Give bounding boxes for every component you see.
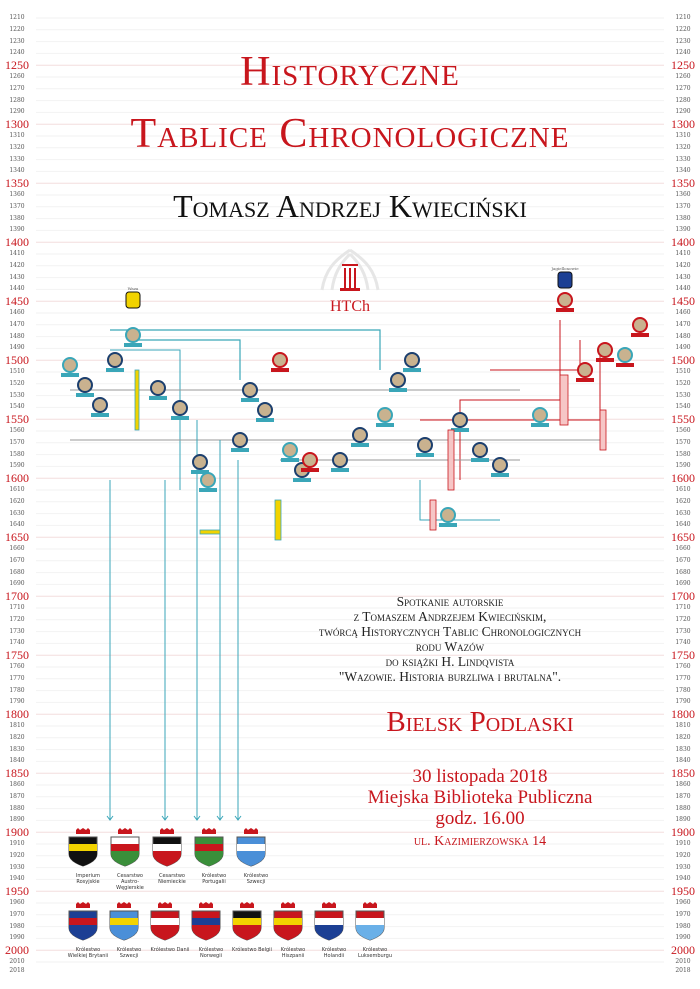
year-tick: 1410 [9,250,25,257]
portrait-icon [441,508,455,522]
reign-bar [200,530,220,534]
year-tick: 1290 [9,108,25,116]
year-tick: 1520 [9,379,25,387]
jagiellon-shield-icon [558,272,572,288]
year-tick: 1380 [675,214,691,222]
year-tick: 1630 [675,509,691,517]
year-tick: 1390 [9,226,25,234]
year-tick: 1690 [675,580,691,588]
event-venue: Miejska Biblioteka Publiczna [367,787,593,808]
portrait-icon [453,413,467,427]
year-tick: 1640 [675,521,691,529]
year-tick: 1570 [675,438,691,446]
year-tick: 1620 [9,497,25,505]
coat-of-arms-icon [150,828,194,885]
year-tick: 1730 [9,627,25,635]
year-tick: 1830 [9,745,25,753]
portrait-label-bar [616,363,634,367]
year-tick: 1680 [9,568,25,576]
portrait-label-bar [631,333,649,337]
year-tick: 1550 [5,412,29,427]
year-tick: 1680 [675,568,691,576]
year-tick: 2010 [675,958,691,965]
year-tick: 1470 [9,320,25,328]
portrait-label-bar [351,443,369,447]
year-tick: 1850 [671,766,695,781]
year-tick: 1750 [671,648,695,663]
meeting-line: z Tomaszem Andrzejem Kwiecińskim, [353,609,547,624]
coat-of-arms-caption: Królestwo Szwecji [116,947,142,959]
genealogy-tree [40,266,660,600]
reign-bar [600,410,606,450]
year-tick: 1980 [9,922,25,930]
year-tick: 1590 [9,462,25,470]
year-tick: 1970 [675,910,691,918]
year-tick: 1370 [675,202,691,210]
portrait-icon [63,358,77,372]
year-tick: 1220 [9,25,25,33]
portrait-icon [618,348,632,362]
year-tick: 1590 [675,462,691,470]
year-tick: 1510 [9,368,25,375]
coat-of-arms-caption: Królestwo Wielkiej Brytanii [67,947,109,959]
year-tick: 1310 [675,132,691,139]
coat-of-arms-caption: Królestwo Luksemburgu [358,947,392,959]
portrait-icon [633,318,647,332]
portrait-icon [558,293,572,307]
portrait-label-bar [389,388,407,392]
year-tick: 1480 [9,332,25,340]
portrait-label-bar [491,473,509,477]
year-tick: 1210 [9,14,25,21]
year-tick: 1890 [9,816,25,824]
year-tick: 1310 [9,132,25,139]
portrait-label-bar [256,418,274,422]
year-tick: 1580 [675,450,691,458]
year-tick: 1990 [9,934,25,942]
year-tick: 1610 [675,486,691,493]
year-tick: 1780 [675,686,691,694]
coat-of-arms-icon [230,902,274,953]
year-tick: 1400 [5,235,29,250]
year-tick: 1810 [675,722,691,729]
year-tick: 1730 [675,627,691,635]
year-tick: 1250 [671,58,695,73]
year-tick: 1760 [9,663,25,670]
year-tick: 1880 [9,804,25,812]
year-tick: 1560 [9,427,25,434]
portrait-icon [533,408,547,422]
event-time: godz. 16.00 [435,808,525,829]
portrait-label-bar [376,423,394,427]
year-tick: 1720 [9,615,25,623]
year-tick: 1610 [9,486,25,493]
portrait-icon [378,408,392,422]
year-tick: 1950 [671,884,695,899]
year-tick: 1910 [675,840,691,847]
portrait-label-bar [124,343,142,347]
event-details [280,766,680,829]
year-tick: 1260 [9,73,25,80]
portrait-label-bar [199,488,217,492]
portrait-icon [353,428,367,442]
portrait-label-bar [576,378,594,382]
year-tick: 1500 [671,353,695,368]
meeting-line: rodu Wazów [415,639,485,654]
coat-of-arms-icon [66,828,110,885]
year-tick: 1350 [671,176,695,191]
year-tick: 1330 [9,155,25,163]
author-name: Tomasz Andrzej Kwieciński [173,188,527,224]
year-tick: 1650 [671,530,695,545]
coat-of-arms-icon [66,902,110,959]
portrait-label-bar [271,368,289,372]
year-tick: 1450 [5,294,29,309]
year-tick: 1270 [9,84,25,92]
year-tick: 1450 [671,294,695,309]
portrait-icon [578,363,592,377]
year-tick: 1530 [675,391,691,399]
year-tick: 1420 [675,261,691,269]
year-tick: 1650 [5,530,29,545]
portrait-label-bar [403,368,421,372]
year-tick: 1480 [675,332,691,340]
coat-of-arms-caption: Cesarstwo Niemieckie [158,873,186,885]
portrait-icon [273,353,287,367]
reign-bar [448,430,454,490]
year-tick: 1790 [675,698,691,706]
meeting-info [250,594,650,684]
year-tick: 1760 [675,663,691,670]
year-tick: 1360 [9,191,25,198]
year-tick: 1210 [675,14,691,21]
portrait-icon [303,453,317,467]
year-tick: 1540 [9,403,25,411]
year-tick: 1550 [671,412,695,427]
year-tick: 1370 [9,202,25,210]
coat-of-arms-icon [234,828,278,885]
reign-bar [430,500,436,530]
year-tick: 1460 [675,309,691,316]
year-tick: 1870 [675,792,691,800]
meeting-line: "Wazowie. Historia burzliwa i brutalna". [338,669,562,684]
portrait-icon [108,353,122,367]
year-tick: 1660 [675,545,691,552]
portrait-icon [126,328,140,342]
portrait-label-bar [76,393,94,397]
year-tick: 2000 [671,943,695,958]
year-tick: 1380 [9,214,25,222]
year-tick: 1620 [675,497,691,505]
coat-of-arms-caption: Królestwo Norwegii [198,947,224,959]
coat-of-arms-icon [107,902,151,959]
portrait-label-bar [556,308,574,312]
year-tick: 1330 [675,155,691,163]
portrait-icon [233,433,247,447]
coat-of-arms-caption: Królestwo Portugalii [201,873,227,885]
portrait-label-bar [149,396,167,400]
portrait-icon [333,453,347,467]
title-line-1: Historyczne [240,49,460,95]
year-tick: 1230 [675,37,691,45]
portrait-icon [493,458,507,472]
coat-of-arms-icon [312,902,356,959]
connector-line [130,340,240,380]
portrait-icon [473,443,487,457]
year-tick: 1350 [5,176,29,191]
year-tick: 1920 [9,851,25,859]
year-tick: 1950 [5,884,29,899]
year-tick: 1260 [675,73,691,80]
year-tick: 2010 [9,958,25,965]
portrait-icon [598,343,612,357]
year-tick: 1860 [9,781,25,788]
year-tick: 2018 [675,967,691,975]
year-tick: 1900 [671,825,695,840]
year-tick: 1600 [671,471,695,486]
coat-of-arms-icon [108,828,152,891]
portrait-icon [93,398,107,412]
portrait-label-bar [301,468,319,472]
coat-of-arms-icon [189,902,233,959]
year-tick: 1670 [9,556,25,564]
year-tick: 1780 [9,686,25,694]
reign-bar [560,375,568,425]
year-tick: 1970 [9,910,25,918]
year-tick: 1710 [9,604,25,611]
year-tick: 1600 [5,471,29,486]
year-tick: 1410 [675,250,691,257]
coat-of-arms-icon [271,902,315,959]
vasa-shield-icon [126,292,140,308]
year-tick: 1930 [675,863,691,871]
year-tick: 1430 [9,273,25,281]
portrait-icon [405,353,419,367]
portrait-label-bar [439,523,457,527]
year-tick: 1240 [9,49,25,57]
year-tick: 1740 [675,639,691,647]
event-address: ul. Kazimierzowska 14 [413,834,547,849]
coat-of-arms-caption: Imperium Rosyjskie [75,873,101,885]
coat-of-arms-icon [192,828,236,885]
year-tick: 1920 [675,851,691,859]
year-tick: 1280 [675,96,691,104]
portrait-label-bar [531,423,549,427]
portrait-icon [258,403,272,417]
year-tick: 1860 [675,781,691,788]
year-tick: 1910 [9,840,25,847]
year-tick: 1320 [675,143,691,151]
year-tick: 1820 [675,733,691,741]
year-tick: 1530 [9,391,25,399]
portrait-icon [173,401,187,415]
year-tick: 1630 [9,509,25,517]
year-tick: 1750 [5,648,29,663]
year-tick: 1770 [9,674,25,682]
year-tick: 1810 [9,722,25,729]
year-tick: 1660 [9,545,25,552]
year-tick: 1570 [9,438,25,446]
year-tick: 1490 [9,344,25,352]
year-tick: 1940 [675,875,691,883]
year-tick: 1240 [675,49,691,57]
year-tick: 1880 [675,804,691,812]
year-tick: 1460 [9,309,25,316]
year-tick: 1770 [675,674,691,682]
year-tick: 1500 [5,353,29,368]
year-tick: 1900 [5,825,29,840]
year-tick: 1510 [675,368,691,375]
year-tick: 1890 [675,816,691,824]
reign-bar [275,500,281,540]
year-tick: 1230 [9,37,25,45]
year-tick: 1540 [675,403,691,411]
year-tick: 1440 [9,285,25,293]
year-tick: 1300 [5,117,29,132]
portrait-label-bar [231,448,249,452]
connector-line [490,340,580,370]
tree-label-left: Waza [127,286,139,291]
title-line-2: Tablice Chronologiczne [130,111,570,157]
year-tick: 1250 [5,58,29,73]
year-tick: 1420 [9,261,25,269]
year-tick: 2000 [5,943,29,958]
portrait-label-bar [281,458,299,462]
coat-of-arms-caption: Królestwo Holandii [321,947,347,959]
year-tick: 1640 [9,521,25,529]
portrait-icon [391,373,405,387]
year-tick: 1560 [675,427,691,434]
year-tick: 1830 [675,745,691,753]
year-tick: 1440 [675,285,691,293]
year-tick: 1840 [9,757,25,765]
portrait-icon [78,378,92,392]
year-tick: 1690 [9,580,25,588]
coat-of-arms-caption: Królestwo Hiszpanii [280,947,306,959]
year-tick: 1280 [9,96,25,104]
year-tick: 1340 [675,167,691,175]
year-tick: 1800 [671,707,695,722]
event-date: 30 listopada 2018 [412,766,548,787]
portrait-label-bar [471,458,489,462]
year-tick: 1720 [675,615,691,623]
year-tick: 1790 [9,698,25,706]
reign-bar [135,370,139,430]
meeting-line: do książki H. Lindqvista [385,654,515,669]
portrait-label-bar [596,358,614,362]
year-tick: 1990 [675,934,691,942]
year-tick: 1800 [5,707,29,722]
year-tick: 1390 [675,226,691,234]
coat-of-arms-caption: Królestwo Szwecji [243,873,269,885]
coat-of-arms-caption: Królestwo Belgii [232,947,272,953]
year-tick: 1960 [9,899,25,906]
coat-of-arms-icon [148,902,192,953]
portrait-label-bar [416,453,434,457]
year-tick: 1710 [675,604,691,611]
portrait-label-bar [331,468,349,472]
year-tick: 1670 [675,556,691,564]
year-tick: 1740 [9,639,25,647]
year-tick: 1700 [5,589,29,604]
year-tick: 1820 [9,733,25,741]
year-tick: 1290 [675,108,691,116]
year-tick: 1940 [9,875,25,883]
year-tick: 1580 [9,450,25,458]
portrait-icon [418,438,432,452]
meeting-line: twórcą Historycznych Tablic Chronologicznych [318,624,582,639]
connector-line [420,350,600,420]
portrait-label-bar [293,478,311,482]
portrait-icon [243,383,257,397]
portrait-label-bar [241,398,259,402]
year-tick: 1220 [675,25,691,33]
logo-label: HTCh [330,298,370,315]
year-tick: 1840 [675,757,691,765]
coat-of-arms-caption: Cesarstwo Austro-Węgierskie [116,873,144,891]
portrait-label-bar [171,416,189,420]
portrait-label-bar [61,373,79,377]
year-tick: 1980 [675,922,691,930]
tree-label-right: Jagiellonowie [551,266,579,271]
portrait-icon [193,455,207,469]
year-tick: 1430 [675,273,691,281]
year-tick: 1960 [675,899,691,906]
year-tick: 1520 [675,379,691,387]
year-tick: 1340 [9,167,25,175]
meeting-line: Spotkanie autorskie [396,594,504,609]
portrait-icon [283,443,297,457]
portrait-icon [151,381,165,395]
year-tick: 1490 [675,344,691,352]
portrait-label-bar [91,413,109,417]
year-tick: 1930 [9,863,25,871]
year-tick: 1320 [9,143,25,151]
year-tick: 1470 [675,320,691,328]
year-tick: 1400 [671,235,695,250]
year-tick: 1300 [671,117,695,132]
year-tick: 1870 [9,792,25,800]
year-tick: 2018 [9,967,25,975]
event-city: Bielsk Podlaski [386,706,574,738]
year-tick: 1850 [5,766,29,781]
year-tick: 1700 [671,589,695,604]
portrait-label-bar [106,368,124,372]
portrait-icon [201,473,215,487]
coat-of-arms-caption: Królestwo Danii [150,947,190,953]
coat-of-arms-icon [353,902,397,959]
year-tick: 1270 [675,84,691,92]
year-tick: 1360 [675,191,691,198]
